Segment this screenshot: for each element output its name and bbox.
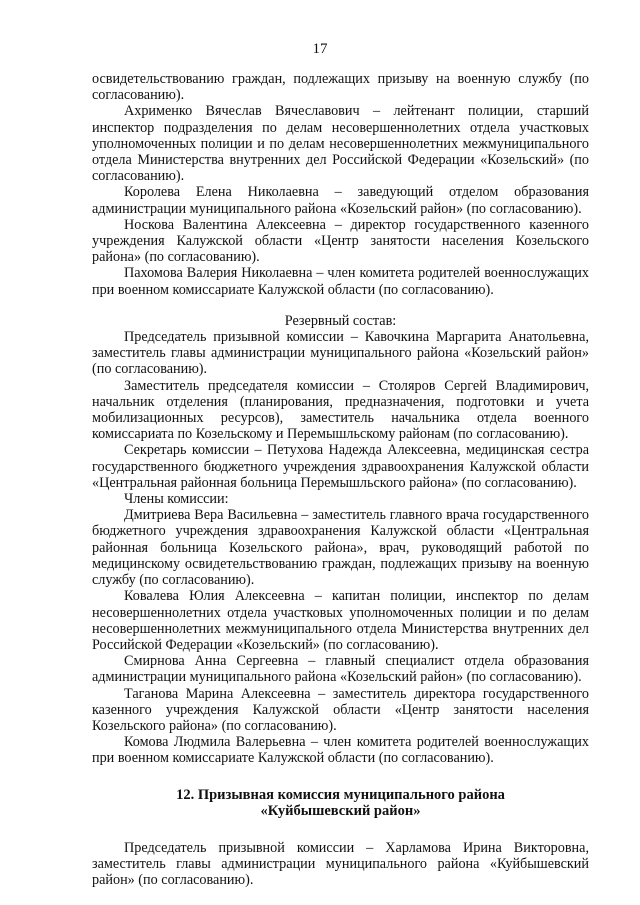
paragraph: Носкова Валентина Алексеевна – директор государственного казенного учреждения Калужской области «Центр занятости населения Козельского района» (по согласованию). <box>92 216 589 266</box>
paragraph: освидетельствованию граждан, подлежащих призыву на военную службу (по согласованию). <box>92 71 589 104</box>
paragraph: Смирнова Анна Сергеевна – главный специалист отдела образования администрации муниципального района «Козельский район» (по согласованию). <box>92 653 589 686</box>
paragraph: Заместитель председателя комиссии – Столяров Сергей Владимирович, начальник отделения (планирования, предназначения, подготовки и учета мобилизационных ресурсов), заместитель начальника отдела военного комиссариата по Козельскому и Перемышльскому районам (по согласованию). <box>92 377 589 443</box>
paragraph: Ковалева Юлия Алексеевна – капитан полиции, инспектор по делам несовершеннолетних отдела участковых уполномоченных полиции и по делам несовершеннолетних межмуниципального отдела Министерства внутренних дел Российской Федерации «Козельский» (по согласованию). <box>92 588 589 653</box>
paragraph: Председатель призывной комиссии – Кавочкина Маргарита Анатольевна, заместитель главы администрации муниципального района «Козельский район» (по согласованию). <box>92 329 589 378</box>
paragraph: Комова Людмила Валерьевна – член комитета родителей военнослужащих при военном комиссариате Калужской области (по согласованию). <box>92 734 589 767</box>
section-heading-line1: 12. Призывная комиссия муниципального района <box>176 786 505 803</box>
section-heading <box>92 787 589 820</box>
reserve-heading: Резервный состав: <box>284 312 397 329</box>
paragraph: Королева Елена Николаевна – заведующий отделом образования администрации муниципального района «Козельский район» (по согласованию). <box>92 184 589 217</box>
paragraph: Председатель призывной комиссии – Харламова Ирина Викторовна, заместитель главы администрации муниципального района «Куйбышевский район» (по согласованию). <box>92 839 589 888</box>
page-number: 17 <box>312 41 328 57</box>
section-heading-line2: «Куйбышевский район» <box>260 803 421 820</box>
paragraph: Пахомова Валерия Николаевна – член комитета родителей военнослужащих при военном комиссариате Калужской области (по согласованию). <box>92 265 589 298</box>
paragraph: Дмитриева Вера Васильевна – заместитель главного врача государственного бюджетного учреждения здравоохранения Калужской области «Центральная районная больница Козельского района», врач, руководящий работой по медицинскому освидетельствованию граждан, подлежащих призыву на военную службу (по согласованию). <box>92 507 589 589</box>
paragraph: Ахрименко Вячеслав Вячеславович – лейтенант полиции, старший инспектор подразделения по делам несовершеннолетних отдела участковых уполномоченных полиции и по делам несовершеннолетних межмуниципального отдела Министерства внутренних дел Российской Федерации «Козельский» (по согласованию). <box>92 103 589 185</box>
document-body <box>92 71 589 888</box>
members-label: Члены комиссии: <box>124 491 229 508</box>
paragraph: Секретарь комиссии – Петухова Надежда Алексеевна, медицинская сестра государственного бюджетного учреждения здравоохранения Калужской области «Центральная районная больница Перемышльского района» (по согласованию). <box>92 442 589 491</box>
paragraph: Таганова Марина Алексеевна – заместитель директора государственного казенного учреждения Калужской области «Центр занятости населения Козельского района» (по согласованию). <box>92 685 589 734</box>
